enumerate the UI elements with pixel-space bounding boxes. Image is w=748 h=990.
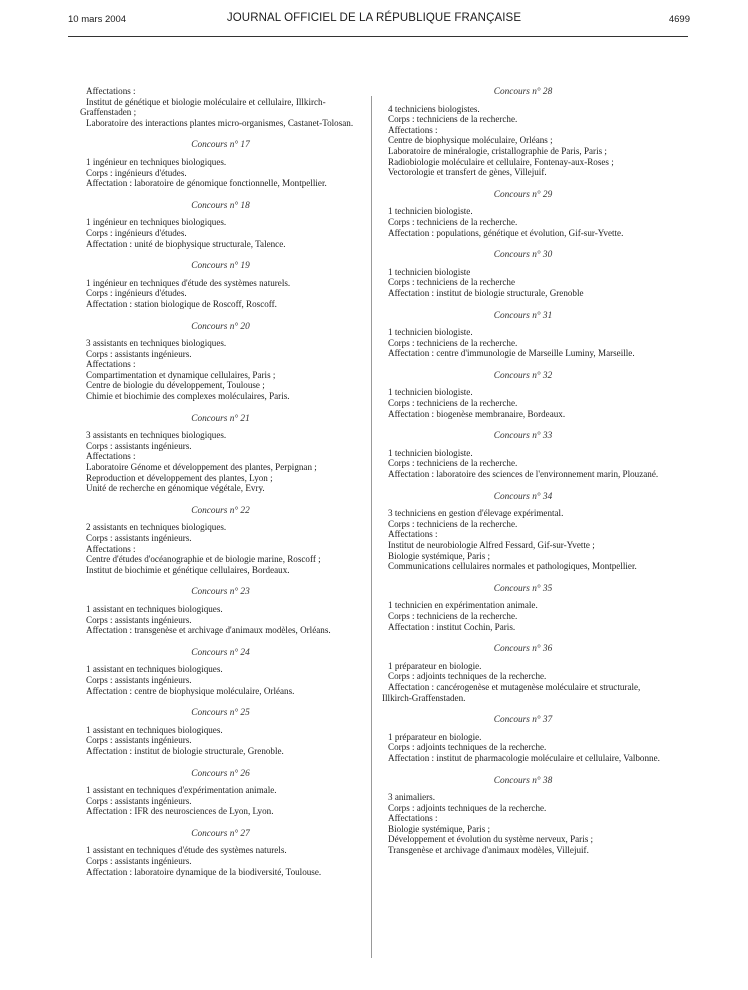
section-line: 1 préparateur en biologie.: [388, 731, 482, 742]
column-divider: [371, 96, 372, 958]
section-title: Concours n° 34: [493, 491, 553, 502]
section-line: Corps : ingénieurs d'études.: [86, 167, 187, 178]
section-line: 3 assistants en techniques biologiques.: [86, 430, 227, 441]
section-title: Concours n° 20: [191, 321, 250, 332]
section-line: Affectations :: [86, 543, 136, 554]
section-line: Reproduction et développement des plantes, Lyon ;: [86, 472, 273, 483]
section-title: Concours n° 19: [191, 261, 250, 272]
section-line: Développement et évolution du système nerveux, Paris ;: [388, 834, 594, 845]
section-title: Concours n° 36: [493, 644, 553, 655]
concours-section: [80, 261, 361, 309]
section-line: 1 préparateur en biologie.: [388, 660, 482, 671]
section-line: Biologie systémique, Paris ;: [388, 823, 491, 834]
section-line: Centre de biophysique moléculaire, Orléans ;: [388, 135, 553, 146]
section-line: 1 technicien biologiste.: [388, 447, 473, 458]
section-line: Corps : assistants ingénieurs.: [86, 533, 192, 543]
section-line: Corps : assistants ingénieurs.: [86, 795, 192, 806]
concours-section: [80, 708, 361, 756]
section-line: Affectations :: [388, 124, 438, 135]
section-line: Radiobiologie moléculaire et cellulaire, Fontenay-aux-Roses ;: [388, 156, 614, 167]
section-line: Vectorologie et transfert de gènes, Villejuif.: [388, 167, 547, 178]
section-line: Corps : techniciens de la recherche.: [388, 337, 518, 348]
intro-line: Institut de génétique et biologie moléculaire et cellulaire, Illkirch-Graffenstaden ;: [80, 96, 326, 118]
section-line: Affectation : laboratoire des sciences de l'environnement marin, Plouzané.: [388, 469, 659, 480]
section-title: Concours n° 31: [493, 310, 553, 321]
concours-section: [382, 87, 664, 178]
section-line: 4 techniciens biologistes.: [388, 103, 480, 114]
section-line: Compartimentation et dynamique cellulaires, Paris ;: [86, 369, 276, 380]
concours-section: [80, 648, 361, 696]
section-line: 1 technicien biologiste.: [388, 387, 473, 398]
section-line: Centre de biologie du développement, Toulouse ;: [86, 380, 265, 391]
section-line: Affectations :: [388, 529, 438, 540]
section-line: 1 assistant en techniques biologiques.: [86, 724, 223, 735]
section-line: Corps : adjoints techniques de la recherche.: [388, 742, 547, 753]
section-title: Concours n° 28: [493, 87, 553, 97]
concours-section: [80, 201, 361, 249]
section-title: Concours n° 23: [191, 587, 250, 598]
section-line: Affectation : institut de pharmacologie moléculaire et cellulaire, Valbonne.: [388, 752, 660, 763]
section-line: Corps : ingénieurs d'études.: [86, 227, 187, 238]
section-line: Corps : assistants ingénieurs.: [86, 735, 192, 746]
section-line: Corps : ingénieurs d'études.: [86, 288, 187, 299]
section-title: Concours n° 21: [191, 413, 250, 424]
section-line: Corps : techniciens de la recherche.: [388, 114, 518, 125]
section-line: 1 assistant en techniques d'expérimentation animale.: [86, 785, 277, 796]
section-title: Concours n° 30: [493, 250, 553, 261]
section-line: Corps : techniciens de la recherche.: [388, 398, 518, 409]
section-line: Biologie systémique, Paris ;: [388, 550, 491, 561]
section-line: Corps : assistants ingénieurs.: [86, 674, 192, 685]
section-line: Affectation : cancérogenèse et mutagenèse moléculaire et structurale, Illkirch-Graffenstaden.: [382, 681, 641, 703]
concours-section: [80, 414, 361, 494]
section-line: Corps : techniciens de la recherche.: [388, 216, 518, 227]
section-line: 1 ingénieur en techniques d'étude des systèmes naturels.: [86, 277, 291, 288]
section-title: Concours n° 25: [191, 708, 250, 719]
section-title: Concours n° 17: [191, 140, 250, 151]
section-line: Affectation : institut de biologie structurale, Grenoble.: [86, 745, 284, 756]
section-line: Corps : adjoints techniques de la recherche.: [388, 671, 547, 682]
section-line: Corps : assistants ingénieurs.: [86, 348, 192, 359]
section-line: Affectation : biogenèse membranaire, Bordeaux.: [388, 408, 566, 419]
section-line: Corps : assistants ingénieurs.: [86, 856, 192, 867]
concours-section: [382, 190, 664, 238]
section-line: Laboratoire Génome et développement des plantes, Perpignan ;: [86, 462, 317, 473]
left-column: [80, 86, 361, 877]
concours-section: [80, 587, 361, 635]
section-line: 1 ingénieur en techniques biologiques.: [86, 156, 227, 167]
section-title: Concours n° 27: [191, 828, 250, 839]
left-intro-block: [80, 86, 361, 128]
section-line: Communications cellulaires normales et pathologiques, Montpellier.: [388, 561, 637, 572]
section-line: Affectations :: [86, 451, 136, 462]
header-date: 10 mars 2004: [68, 14, 127, 25]
concours-section: [80, 140, 361, 188]
section-title: Concours n° 32: [493, 370, 553, 381]
right-column: [382, 87, 664, 856]
concours-section: [80, 322, 361, 402]
section-line: Affectation : institut Cochin, Paris.: [388, 621, 516, 632]
section-line: Laboratoire de minéralogie, cristallographie de Paris, Paris ;: [388, 145, 607, 156]
section-line: Corps : techniciens de la recherche.: [388, 458, 518, 469]
section-line: Affectation : centre d'immunologie de Marseille Luminy, Marseille.: [388, 348, 635, 359]
section-line: 1 assistant en techniques biologiques.: [86, 664, 223, 675]
section-line: Affectation : IFR des neurosciences de Lyon, Lyon.: [86, 806, 274, 817]
section-line: Affectation : populations, génétique et évolution, Gif-sur-Yvette.: [388, 227, 624, 238]
section-line: Affectation : station biologique de Roscoff, Roscoff.: [86, 298, 277, 309]
section-line: 2 assistants en techniques biologiques.: [86, 522, 227, 533]
section-line: Chimie et biochimie des complexes moléculaires, Paris.: [86, 391, 290, 402]
section-line: 1 technicien biologiste: [388, 266, 471, 277]
concours-section: [382, 250, 664, 298]
concours-section: [382, 492, 664, 572]
section-line: 1 technicien en expérimentation animale.: [388, 600, 538, 611]
section-line: 1 technicien biologiste.: [388, 327, 473, 338]
section-line: 1 technicien biologiste.: [388, 206, 473, 217]
section-line: Corps : assistants ingénieurs.: [86, 614, 192, 625]
section-line: Affectation : transgenèse et archivage d'animaux modèles, Orléans.: [86, 625, 331, 636]
section-title: Concours n° 37: [493, 715, 553, 726]
concours-section: [382, 715, 664, 763]
section-line: Unité de recherche en génomique végétale, Evry.: [86, 483, 265, 494]
section-title: Concours n° 18: [191, 200, 250, 211]
page-header: [0, 10, 748, 30]
concours-section: [382, 776, 664, 856]
section-line: Corps : techniciens de la recherche: [388, 277, 516, 288]
concours-section: [80, 506, 361, 576]
section-line: 3 animaliers.: [388, 792, 435, 803]
section-title: Concours n° 26: [191, 768, 250, 779]
page-number: 4699: [668, 14, 690, 25]
intro-line: Laboratoire des interactions plantes micro-organismes, Castanet-Tolosan.: [86, 117, 354, 128]
section-line: Affectation : institut de biologie structurale, Grenoble: [388, 287, 584, 298]
section-line: Affectations :: [86, 359, 136, 370]
section-line: Affectation : centre de biophysique moléculaire, Orléans.: [86, 685, 295, 696]
section-line: Transgenèse et archivage d'animaux modèles, Villejuif.: [388, 845, 589, 856]
section-line: Affectation : unité de biophysique structurale, Talence.: [86, 238, 286, 249]
section-line: 1 assistant en techniques biologiques.: [86, 603, 223, 614]
section-line: Institut de biochimie et génétique cellulaires, Bordeaux.: [86, 564, 290, 575]
section-line: Affectations :: [388, 813, 438, 824]
concours-section: [382, 311, 664, 359]
section-title: Concours n° 33: [493, 431, 553, 442]
concours-section: [382, 431, 664, 479]
journal-title: JOURNAL OFFICIEL DE LA RÉPUBLIQUE FRANÇAISE: [226, 12, 522, 24]
section-title: Concours n° 35: [493, 583, 553, 594]
section-title: Concours n° 38: [493, 775, 553, 786]
section-line: Affectation : laboratoire dynamique de la biodiversité, Toulouse.: [86, 866, 322, 877]
section-line: 3 techniciens en gestion d'élevage expérimental.: [388, 508, 564, 519]
intro-line: Affectations :: [86, 86, 136, 96]
concours-section: [382, 584, 664, 632]
section-title: Concours n° 22: [191, 505, 250, 516]
header-rule: [68, 36, 688, 37]
concours-section: [80, 769, 361, 817]
section-line: Affectation : laboratoire de génomique fonctionnelle, Montpellier.: [86, 178, 327, 189]
section-line: Centre d'études d'océanographie et de biologie marine, Roscoff ;: [86, 554, 321, 565]
concours-section: [382, 371, 664, 419]
section-line: Corps : techniciens de la recherche.: [388, 518, 518, 529]
section-line: Institut de neurobiologie Alfred Fessard, Gif-sur-Yvette ;: [388, 540, 595, 550]
section-line: Corps : techniciens de la recherche.: [388, 610, 518, 621]
section-title: Concours n° 29: [493, 189, 553, 200]
section-line: 1 ingénieur en techniques biologiques.: [86, 217, 227, 228]
section-line: 1 assistant en techniques d'étude des systèmes naturels.: [86, 845, 287, 856]
section-line: 3 assistants en techniques biologiques.: [86, 338, 227, 349]
section-line: Corps : adjoints techniques de la recherche.: [388, 802, 547, 813]
section-title: Concours n° 24: [191, 647, 250, 658]
section-line: Corps : assistants ingénieurs.: [86, 440, 192, 451]
concours-section: [80, 829, 361, 877]
concours-section: [382, 644, 664, 703]
